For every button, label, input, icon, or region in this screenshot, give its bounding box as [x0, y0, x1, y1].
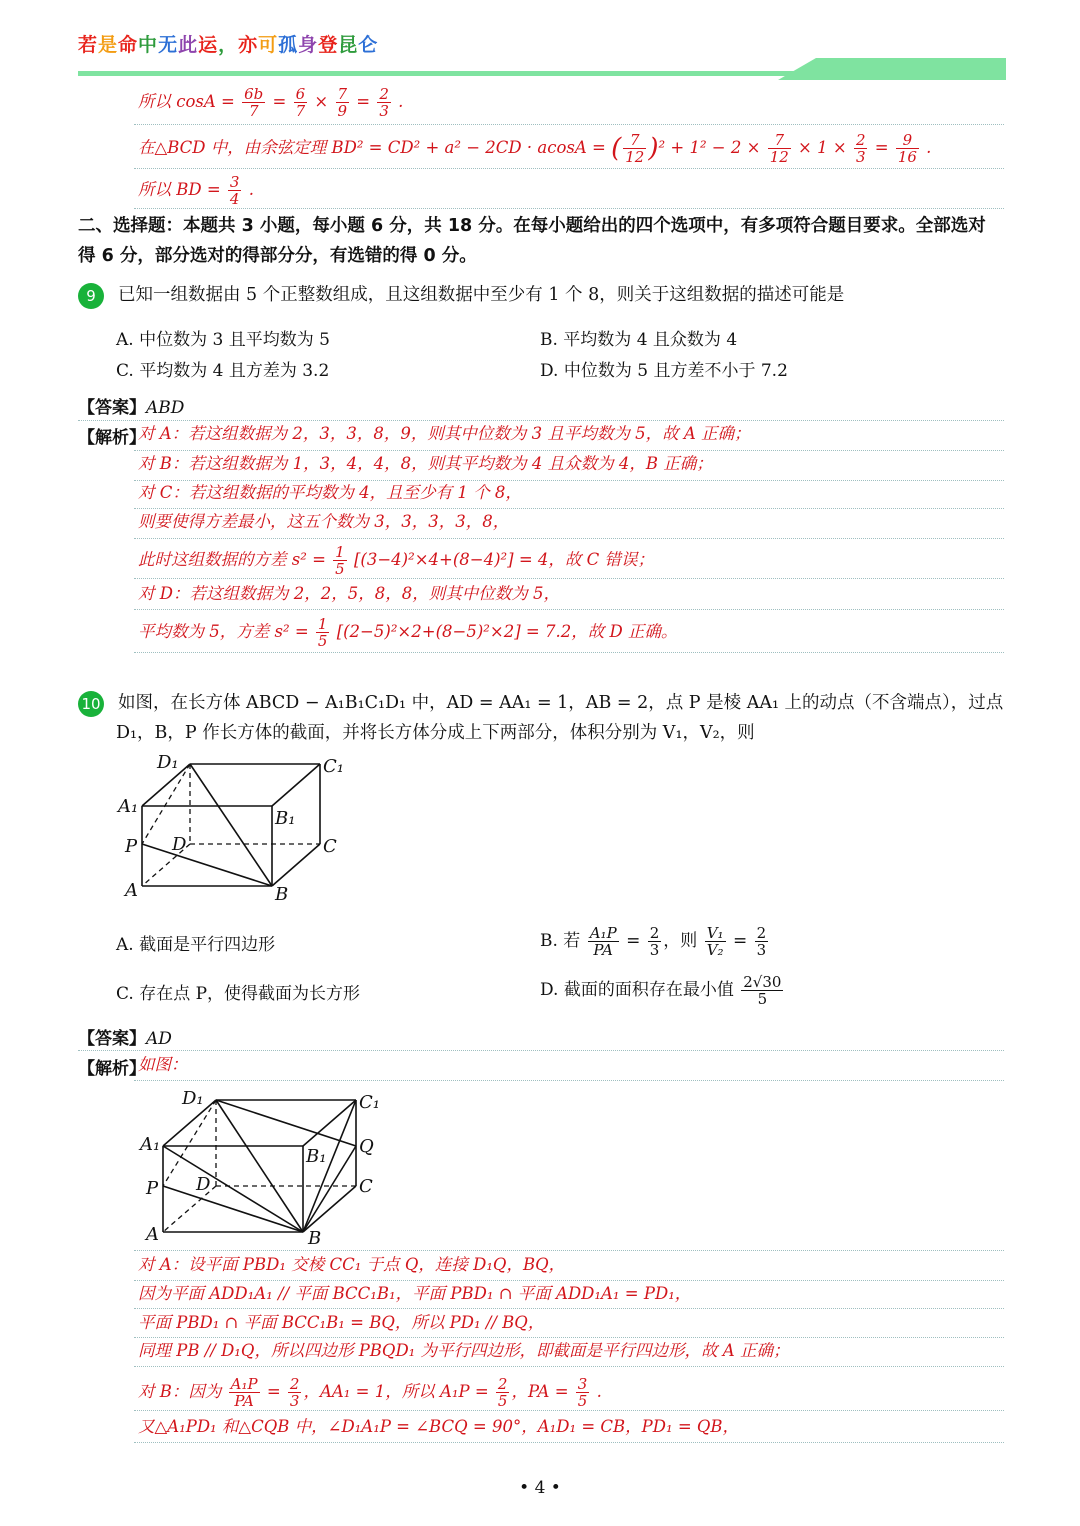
q10-option-d: D. 截面的面积存在最小值 $\frac{2√30}{5}$: [540, 973, 782, 1008]
motto-char: 身: [298, 34, 319, 56]
q9-analysis-tag: 【解析】: [78, 428, 146, 448]
rule-line: [134, 652, 1004, 653]
q9-option-b: B. 平均数为 4 且众数为 4: [540, 330, 738, 350]
q10-answer: 【答案】AD: [78, 1029, 172, 1049]
rule-line: [78, 420, 1004, 421]
fig2-label-b: B: [308, 1228, 322, 1249]
fig2-label-a1: A₁: [140, 1134, 161, 1155]
q9-analysis-line-4: 则要使得方差最小，这五个数为 3，3，3，3，8，: [138, 512, 510, 531]
cuboid-section-figure: [138, 1082, 398, 1252]
rule-line: [134, 1308, 1004, 1309]
fig2-label-a: A: [146, 1224, 159, 1245]
motto-char: 是: [98, 34, 119, 56]
rule-line: [134, 1280, 1004, 1281]
rule-line: [134, 1337, 1004, 1338]
q10-analysis-line-3: 平面 PBD₁ ∩ 平面 BCC₁B₁ = BQ，所以 PD₁ // BQ，: [138, 1313, 545, 1332]
header-bar-wedge: [778, 58, 1006, 80]
motto-char: ，: [218, 34, 239, 56]
fig-label-b1: B₁: [275, 808, 296, 829]
rule-line: [134, 124, 1004, 125]
fig-label-a1: A₁: [118, 796, 139, 817]
fig2-label-c: C: [359, 1176, 373, 1197]
page-number: • 4 •: [519, 1478, 561, 1498]
q10-analysis-line-6: 又△A₁PD₁ 和△CQB 中，∠D₁A₁P = ∠BCQ = 90°，A₁D₁ = CB，PD₁ = QB，: [138, 1417, 740, 1436]
q10-analysis-intro: 如图：: [138, 1055, 188, 1074]
fig2-label-q: Q: [359, 1136, 374, 1157]
motto-char: 可: [258, 34, 279, 56]
q9-analysis-line-1: 对 A：若这组数据为 2，3，3，8，9，则其中位数为 3 且平均数为 5，故 A 正确；: [138, 424, 751, 443]
prev-solution-line-2: 在△BCD 中，由余弦定理 BD² = CD² + a² − 2CD · acosA = ( $\frac{7}{12}$ )² + 1² − 2 × $\frac{7}{12}$ × 1 × $\frac{2}{3}$ = $\frac{9}{16}$ .: [138, 131, 932, 166]
question-number-9: 9: [78, 283, 104, 309]
motto-char: 亦: [238, 34, 259, 56]
q10-stem-line-2: D₁，B，P 作长方体的截面，并将长方体分成上下两部分，体积分别为 V₁，V₂，则: [116, 723, 755, 743]
q10-analysis-line-5: 对 B：因为 $\frac{\text{A₁P}}{PA}$ = $\frac{2}{3}$ ，AA₁ = 1，所以 A₁P = $\frac{2}{5}$ ，PA = $\frac{3}{5}$ .: [138, 1375, 602, 1410]
q9-option-c: C. 平均数为 4 且方差为 3.2: [116, 361, 330, 381]
prev-solution-line-1: 所以 cosA = $\frac{6b}{7}$ = $\frac{6}{7}$ × $\frac{7}{9}$ = $\frac{2}{3}$ .: [138, 85, 404, 120]
fig2-label-d: D: [196, 1174, 211, 1195]
header-motto: [78, 30, 378, 57]
q9-option-a: A. 中位数为 3 且平均数为 5: [116, 330, 330, 350]
fig-label-b: B: [275, 884, 289, 905]
q9-analysis-line-3: 对 C：若这组数据的平均数为 4，且至少有 1 个 8，: [138, 483, 522, 502]
q10-option-a: A. 截面是平行四边形: [116, 935, 276, 955]
motto-char: 登: [318, 34, 339, 56]
cuboid-figure: [115, 750, 355, 910]
rule-line: [78, 1050, 1004, 1051]
q10-analysis-line-2: 因为平面 ADD₁A₁ // 平面 BCC₁B₁，平面 PBD₁ ∩ 平面 ADD₁A₁ = PD₁，: [138, 1284, 692, 1303]
fig2-label-b1: B₁: [306, 1146, 327, 1167]
rule-line: [134, 1080, 1004, 1081]
motto-char: 无: [158, 34, 179, 56]
rule-line: [134, 168, 1004, 169]
q10-analysis-tag: 【解析】: [78, 1059, 146, 1079]
fig-label-c: C: [323, 836, 337, 857]
rule-line: [134, 578, 1004, 579]
rule-line: [134, 480, 1004, 481]
motto-char: 孤: [278, 34, 299, 56]
question-number-10: 10: [78, 691, 104, 717]
q9-analysis-line-6: 对 D：若这组数据为 2，2，5，8，8，则其中位数为 5，: [138, 584, 560, 603]
fig-label-p: P: [125, 836, 138, 857]
rule-line: [134, 450, 1004, 451]
motto-char: 昆: [338, 34, 359, 56]
q9-analysis-line-7: 平均数为 5，方差 s² = $\frac{1}{5}$ [(2−5)²×2+(8−5)²×2] = 7.2，故 D 正确。: [138, 615, 678, 650]
q9-analysis-line-2: 对 B：若这组数据为 1，3，4，4，8，则其平均数为 4 且众数为 4，B 正确；: [138, 454, 713, 473]
rule-line: [134, 1366, 1004, 1367]
rule-line: [134, 508, 1004, 509]
fig-label-c1: C₁: [323, 756, 344, 777]
motto-char: 仑: [358, 34, 379, 56]
header-bar: [78, 58, 1006, 80]
fig2-label-c1: C₁: [359, 1092, 380, 1113]
q10-option-c: C. 存在点 P，使得截面为长方形: [116, 984, 361, 1004]
prev-solution-line-3: 所以 BD = $\frac{3}{4}$ .: [138, 173, 254, 208]
motto-char: 运: [198, 34, 219, 56]
motto-char: 若: [78, 34, 99, 56]
fig2-label-p: P: [146, 1178, 159, 1199]
rule-line: [134, 538, 1004, 539]
motto-char: 此: [178, 34, 199, 56]
q10-analysis-line-1: 对 A：设平面 PBD₁ 交棱 CC₁ 于点 Q，连接 D₁Q，BQ，: [138, 1255, 566, 1274]
q9-stem: 已知一组数据由 5 个正整数组成，且这组数据中至少有 1 个 8，则关于这组数据的描述可能是: [118, 285, 845, 305]
rule-line: [134, 1442, 1004, 1443]
motto-char: 命: [118, 34, 139, 56]
q9-option-d: D. 中位数为 5 且方差不小于 7.2: [540, 361, 788, 381]
q10-option-b: B. 若 $\frac{\text{A₁P}}{PA}$ = $\frac{2}{3}$ ，则 $\frac{\text{V₁}}{\text{V₂}}$ = $\frac{2}{3}$: [540, 924, 767, 959]
q9-analysis-line-5: 此时这组数据的方差 s² = $\frac{1}{5}$ [(3−4)²×4+(8−4)²] = 4，故 C 错误；: [138, 543, 655, 578]
rule-line: [134, 208, 1004, 209]
q10-analysis-line-4: 同理 PB // D₁Q，所以四边形 PBQD₁ 为平行四边形，即截面是平行四边形，故 A 正确；: [138, 1341, 790, 1360]
fig-label-d1: D₁: [157, 752, 179, 773]
rule-line: [134, 1410, 1004, 1411]
fig-label-a: A: [125, 880, 138, 901]
header-bar-line: [78, 71, 1006, 76]
fig2-label-d1: D₁: [182, 1088, 204, 1109]
q9-answer: 【答案】ABD: [78, 398, 185, 418]
fig-label-d: D: [172, 834, 187, 855]
rule-line: [134, 1250, 1004, 1251]
q10-stem-line-1: 如图，在长方体 ABCD − A₁B₁C₁D₁ 中，AD = AA₁ = 1，AB = 2，点 P 是棱 AA₁ 上的动点（不含端点），过点: [118, 693, 1004, 713]
section-heading: 二、选择题：本题共 3 小题，每小题 6 分，共 18 分。在每小题给出的四个选项中，有多项符合题目要求。全部选对 得 6 分，部分选对的得部分分，有选错的得 0 分。: [78, 216, 986, 266]
rule-line: [134, 609, 1004, 610]
motto-char: 中: [138, 34, 159, 56]
